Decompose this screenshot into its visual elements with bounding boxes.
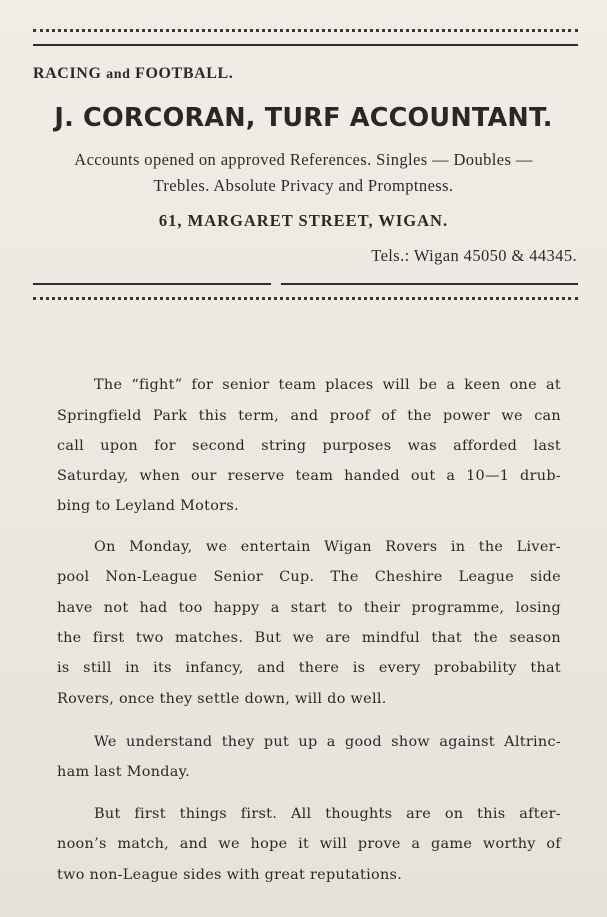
article-line: is still in its infancy, and there is every probability that: [57, 660, 561, 676]
article-line: pool Non-League Senior Cup. The Cheshire League side: [57, 569, 561, 585]
solid-rule-top: [33, 44, 578, 46]
advert-title: J. CORCORAN, TURF ACCOUNTANT.: [54, 103, 553, 133]
article-line: Rovers, once they settle down, will do well.: [57, 691, 387, 707]
dotted-rule-top: [33, 29, 578, 32]
article-line: the first two matches. But we are mindful that the season: [57, 630, 561, 646]
article-line: Saturday, when our reserve team handed out a 10—1 drub-: [57, 468, 561, 484]
article-line: two non-League sides with great reputations.: [57, 867, 403, 883]
advert-terms-line-2: Trebles. Absolute Privacy and Promptness.: [153, 176, 454, 195]
advert-category: [33, 65, 233, 83]
advert-category-football: FOOTBALL.: [135, 65, 234, 82]
article-line: The “fight” for senior team places will be a keen one at: [94, 377, 561, 393]
article-line: Springfield Park this term, and proof of the power we can: [57, 408, 561, 424]
advert-terms-line-1: Accounts opened on approved References. Singles — Doubles —: [74, 150, 533, 169]
article-line: noon’s match, and we hope it will prove a game worthy of: [57, 836, 561, 852]
article-line: ham last Monday.: [57, 764, 191, 780]
article-line: bing to Leyland Motors.: [57, 498, 239, 514]
article-line: On Monday, we entertain Wigan Rovers in the Liver-: [94, 539, 561, 555]
article-line: have not had too happy a start to their programme, losing: [57, 600, 561, 616]
advert-category-racing: RACING: [33, 65, 102, 82]
article-line: call upon for second string purposes was afforded last: [57, 438, 561, 454]
advert-telephones: Tels.: Wigan 45050 & 44345.: [371, 246, 577, 265]
article-line: But first things first. All thoughts are on this after-: [94, 806, 561, 822]
dotted-rule-bottom: [33, 297, 578, 300]
solid-rule-bottom: [33, 283, 578, 287]
advert-address: 61, MARGARET STREET, WIGAN.: [158, 211, 449, 230]
advert-category-and: and: [106, 67, 131, 82]
article-line: We understand they put up a good show against Altrinc-: [94, 734, 561, 750]
